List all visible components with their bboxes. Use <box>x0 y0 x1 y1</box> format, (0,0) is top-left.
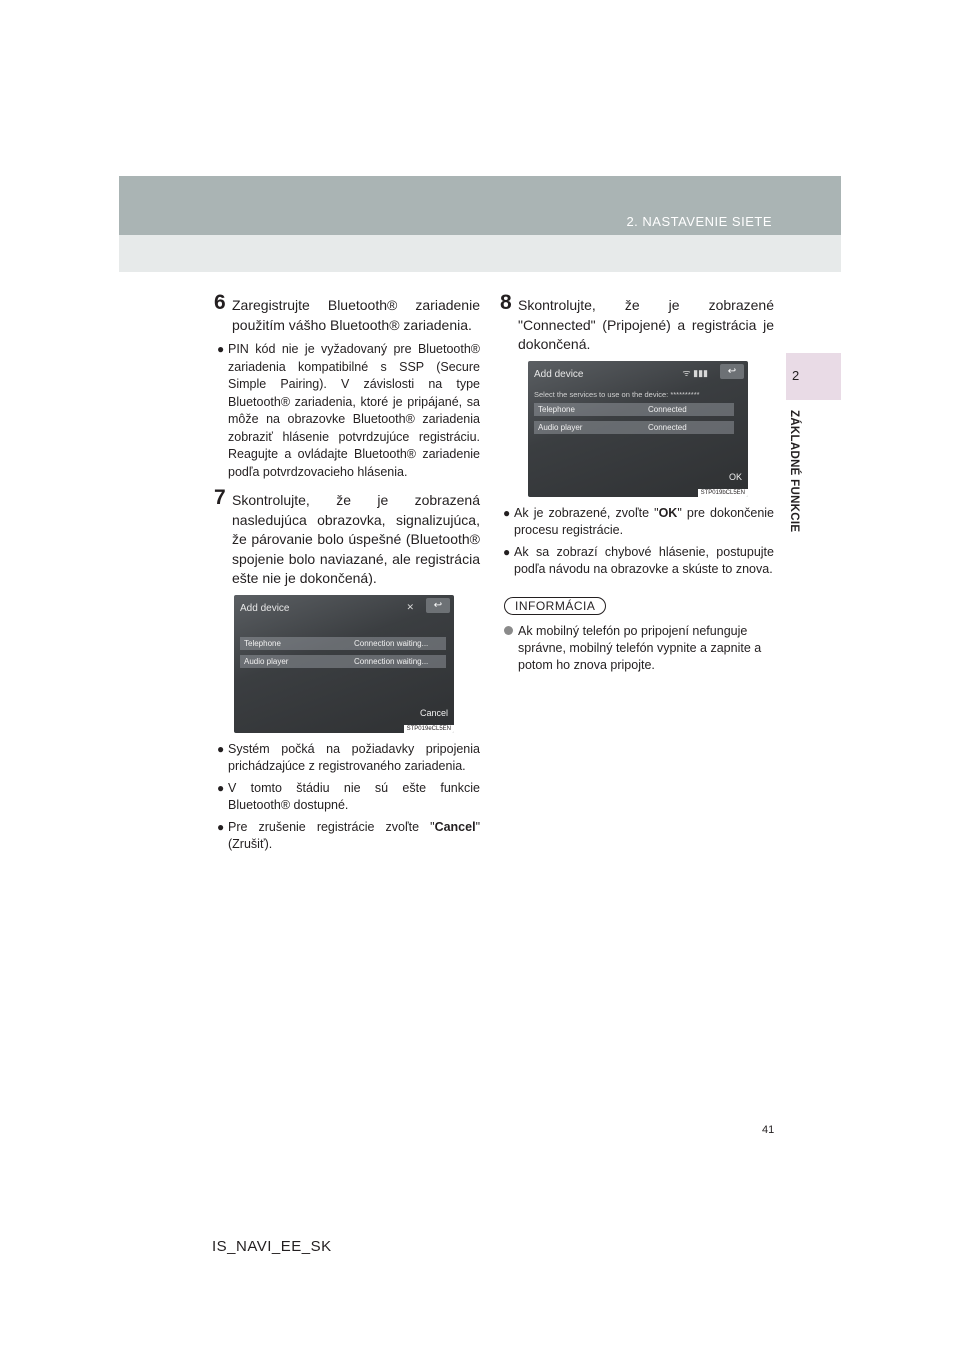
section-title: 2. NASTAVENIE SIETE <box>626 214 772 229</box>
bullet-text: Systém počká na požiadavky pripojenia prichádzajúce z registrovaného zariadenia. <box>228 741 480 773</box>
page-number: 41 <box>762 1124 775 1136</box>
figure-code: STP019eCL5EN <box>404 725 454 733</box>
button-reference: OK <box>658 505 678 520</box>
step-8 <box>500 291 774 355</box>
screen-title: Add device <box>534 368 584 380</box>
bullet-icon: ● <box>217 819 225 834</box>
info-bullet-icon <box>504 626 513 635</box>
service-label: Telephone <box>244 638 281 648</box>
bullet-icon: ● <box>217 741 225 756</box>
document-code: IS_NAVI_EE_SK <box>212 1238 332 1255</box>
step-text: Skontrolujte, že je zobrazená nasledujúca obrazovka, signalizujúca, že párovanie bolo úspešné (Bluetooth® spojenie bolo naviazané, ale registrácia ešte nie je dokončená). <box>232 492 480 586</box>
service-label: Audio player <box>538 422 583 432</box>
bullet-item <box>504 544 774 579</box>
bullet-icon: ● <box>217 342 225 356</box>
add-device-screen-connected <box>528 361 748 497</box>
right-column <box>500 291 774 674</box>
left-column <box>214 291 480 858</box>
bullet-item <box>218 341 480 481</box>
signal-status-icon: ᯤ ▮▮▮ <box>682 367 708 378</box>
ok-button[interactable]: OK <box>728 472 742 482</box>
header-subband <box>119 235 841 272</box>
back-button[interactable]: ↩ <box>720 364 744 379</box>
bullet-icon: ● <box>503 505 511 520</box>
cancel-button[interactable]: Cancel <box>419 708 448 718</box>
bullet-text: Ak sa zobrazí chybové hlásenie, postupujte podľa návodu na obrazovke a skúste to znova. <box>514 544 774 576</box>
bullet-text: Pre zrušenie registrácie zvoľte " <box>228 819 435 834</box>
screen-title: Add device <box>240 602 290 614</box>
bluetooth-off-icon: ✕ <box>406 601 414 612</box>
add-device-screen-waiting <box>234 595 454 733</box>
chapter-label: ZÁKLADNÉ FUNKCIE <box>788 410 800 533</box>
bullet-item <box>218 741 480 776</box>
back-button[interactable]: ↩ <box>426 598 450 613</box>
step-text: Zaregistrujte Bluetooth® zariadenie použitím vášho Bluetooth® zariadenia. <box>232 297 480 333</box>
step-number: 6 <box>214 291 226 314</box>
step-6 <box>214 291 480 335</box>
button-reference: Cancel <box>434 819 476 834</box>
service-label: Telephone <box>538 404 575 414</box>
service-row-telephone <box>534 403 734 416</box>
info-label: INFORMÁCIA <box>504 597 606 615</box>
service-status: Connection waiting... <box>354 656 429 666</box>
service-row-telephone <box>240 637 446 650</box>
bullet-item <box>504 505 774 540</box>
bullet-item <box>218 819 480 854</box>
service-status: Connection waiting... <box>354 638 429 648</box>
screen-subtitle: Select the services to use on the device: ********** <box>534 389 700 399</box>
step-7 <box>214 486 480 589</box>
step-number: 7 <box>214 486 226 509</box>
bullet-text: V tomto štádiu nie sú ešte funkcie Bluetooth® dostupné. <box>228 780 480 812</box>
service-label: Audio player <box>244 656 289 666</box>
step-text: Skontrolujte, že je zobrazené "Connected" (Pripojené) a registrácia je dokončená. <box>518 297 774 352</box>
bullet-text: " pre dokončenie procesu registrácie. <box>514 505 774 537</box>
service-status: Connected <box>648 404 687 414</box>
figure-code: STP019bCL5EN <box>698 489 748 497</box>
step-number: 8 <box>500 291 512 314</box>
info-item <box>504 623 774 674</box>
chapter-number: 2 <box>792 368 800 383</box>
bullet-text: PIN kód nie je vyžadovaný pre Bluetooth® zariadenia kompatibilné s SSP (Secure Simple Pairing). V závislosti na type Bluetooth® zariadenia, ktoré je pripájané, sa môže na obrazovke Bluetooth® zariadenia zobraziť hlásenie potvrdzujúce registráciu. Reagujte a ovládajte Bluetooth® zariadenie podľa potvrdzovacieho hlásenia. <box>228 342 480 479</box>
bullet-icon: ● <box>217 780 225 795</box>
bullet-icon: ● <box>503 544 511 559</box>
service-status: Connected <box>648 422 687 432</box>
bullet-item <box>218 780 480 815</box>
bullet-text: " (Zrušiť). <box>228 819 480 851</box>
bullet-text: Ak je zobrazené, zvoľte " <box>514 505 659 520</box>
service-row-audio <box>534 421 734 434</box>
info-text: Ak mobilný telefón po pripojení nefunguje správne, mobilný telefón vypnite a zapnite a potom ho znova pripojte. <box>518 623 762 672</box>
service-row-audio <box>240 655 446 668</box>
